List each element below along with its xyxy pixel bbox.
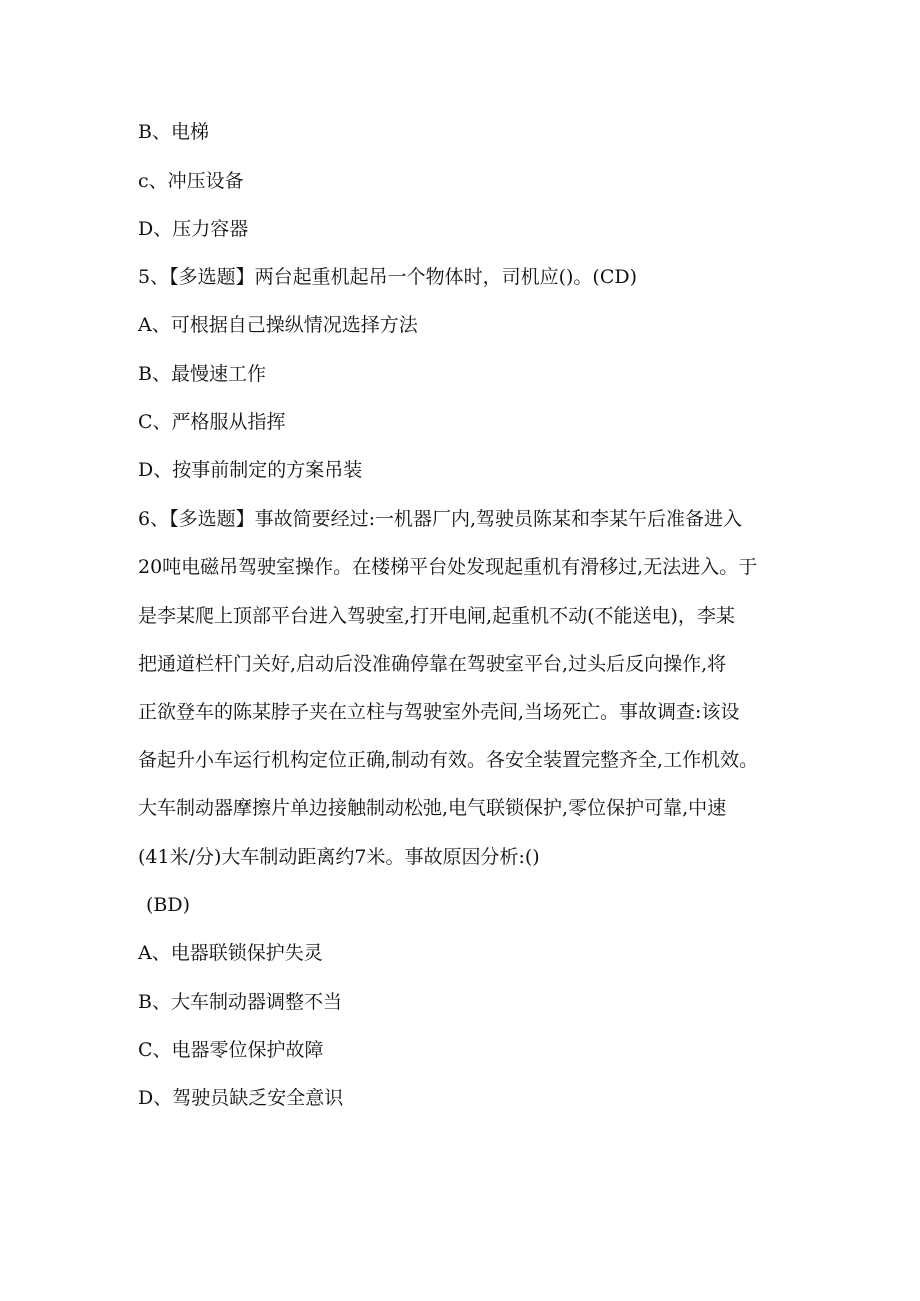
question-6-line-1: 6、【多选题】事故简要经过:一机器厂内,驾驶员陈某和李某午后准备进入 <box>138 508 743 530</box>
question-6-answer: (BD) <box>146 894 191 916</box>
option-b-q6: B、大车制动器调整不当 <box>138 991 342 1013</box>
question-6-line-6: 备起升小车运行机构定位正确,制动有效。各安全装置完整齐全,工作机效。 <box>138 749 759 771</box>
question-6-line-4: 把通道栏杆门关好,启动后没准确停靠在驾驶室平台,过头后反向操作,将 <box>138 653 727 675</box>
option-c-q6: C、电器零位保护故障 <box>138 1039 324 1061</box>
question-5: 5、【多选题】两台起重机起吊一个物体时，司机应()。(CD) <box>138 266 638 288</box>
option-d-q5: D、按事前制定的方案吊装 <box>138 459 363 481</box>
option-b-q4: B、电梯 <box>138 121 209 143</box>
question-6-line-7: 大车制动器摩擦片单边接触制动松弛,电气联锁保护,零位保护可靠,中速 <box>138 797 727 819</box>
question-6-line-5: 正欲登车的陈某脖子夹在立柱与驾驶室外壳间,当场死亡。事故调查:该设 <box>138 701 740 723</box>
option-d-q6: D、驾驶员缺乏安全意识 <box>138 1087 344 1109</box>
option-c-q4: c、冲压设备 <box>138 170 244 192</box>
question-6-line-3: 是李某爬上顶部平台进入驾驶室,打开电闸,起重机不动(不能送电)，李某 <box>138 605 735 627</box>
option-b-q5: B、最慢速工作 <box>138 363 266 385</box>
option-d-q4: D、压力容器 <box>138 218 249 240</box>
question-6-line-8: (41米/分)大车制动距离约7米。事故原因分析:() <box>138 846 540 868</box>
option-a-q6: A、电器联锁保护失灵 <box>138 942 323 964</box>
option-c-q5: C、严格服从指挥 <box>138 411 286 433</box>
option-a-q5: A、可根据自己操纵情况选择方法 <box>138 314 418 336</box>
question-6-line-2: 20吨电磁吊驾驶室操作。在楼梯平台处发现起重机有滑移过,无法进入。于 <box>138 556 758 578</box>
